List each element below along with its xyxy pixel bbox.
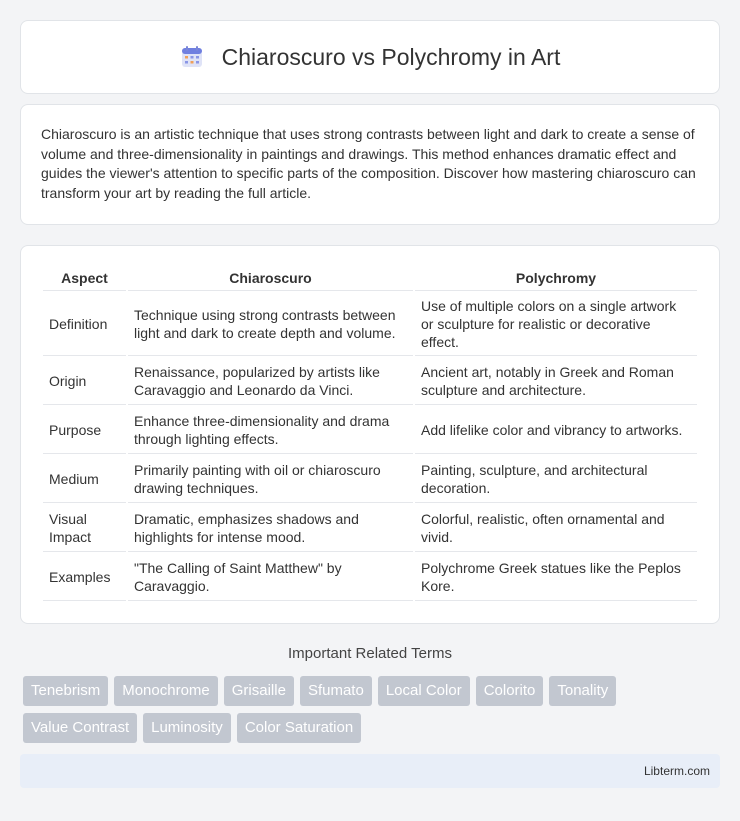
- row-aspect: Visual Impact: [43, 505, 126, 552]
- page-footer: [20, 754, 720, 788]
- row-polychromy: Ancient art, notably in Greek and Roman sculpture and architecture.: [415, 358, 697, 405]
- header-chiaroscuro: Chiaroscuro: [128, 266, 413, 291]
- related-term-tag[interactable]: Sfumato: [300, 676, 372, 706]
- page-header: [20, 20, 720, 94]
- table-header-row: [43, 266, 697, 291]
- row-chiaroscuro: Technique using strong contrasts between light and dark to create depth and volume.: [128, 293, 413, 356]
- row-chiaroscuro: "The Calling of Saint Matthew" by Caravaggio.: [128, 554, 413, 601]
- related-term-tag[interactable]: Monochrome: [114, 676, 218, 706]
- related-terms-title: Important Related Terms: [288, 645, 452, 662]
- related-term-tag[interactable]: Color Saturation: [237, 713, 361, 743]
- related-terms-list: [20, 676, 720, 743]
- row-aspect: Medium: [43, 456, 126, 503]
- related-term-tag[interactable]: Tenebrism: [23, 676, 108, 706]
- comparison-card: [20, 245, 720, 624]
- comparison-table: [41, 264, 699, 603]
- row-polychromy: Colorful, realistic, often ornamental and vivid.: [415, 505, 697, 552]
- row-chiaroscuro: Enhance three-dimensionality and drama through lighting effects.: [128, 407, 413, 454]
- row-aspect: Definition: [43, 293, 126, 356]
- table-row: [43, 456, 697, 503]
- table-row: [43, 293, 697, 356]
- row-chiaroscuro: Primarily painting with oil or chiaroscuro drawing techniques.: [128, 456, 413, 503]
- related-term-tag[interactable]: Local Color: [378, 676, 470, 706]
- related-term-tag[interactable]: Luminosity: [143, 713, 231, 743]
- row-aspect: Purpose: [43, 407, 126, 454]
- footer-brand-link[interactable]: Libterm.com: [643, 764, 710, 778]
- row-polychromy: Painting, sculpture, and architectural decoration.: [415, 456, 697, 503]
- row-polychromy: Add lifelike color and vibrancy to artworks.: [415, 407, 697, 454]
- header-aspect: Aspect: [43, 266, 126, 291]
- intro-text: Chiaroscuro is an artistic technique that uses strong contrasts between light and dark to create a sense of volume and three-dimensionality in paintings and drawings. This method enhances dramatic effect and guides the viewer's attention to specific parts of the composition. Discover how mastering chiaroscuro can transform your art by reading the full article.: [41, 126, 696, 201]
- row-chiaroscuro: Renaissance, popularized by artists like Caravaggio and Leonardo da Vinci.: [128, 358, 413, 405]
- table-row: [43, 358, 697, 405]
- related-term-tag[interactable]: Colorito: [476, 676, 544, 706]
- table-row: [43, 407, 697, 454]
- row-polychromy: Polychrome Greek statues like the Peplos Kore.: [415, 554, 697, 601]
- table-row: [43, 505, 697, 552]
- table-row: [43, 554, 697, 601]
- related-term-tag[interactable]: Value Contrast: [23, 713, 137, 743]
- related-term-tag[interactable]: Tonality: [549, 676, 616, 706]
- row-aspect: Examples: [43, 554, 126, 601]
- row-polychromy: Use of multiple colors on a single artwork or sculpture for realistic or decorative effect.: [415, 293, 697, 356]
- header-polychromy: Polychromy: [415, 266, 697, 291]
- page-title: Chiaroscuro vs Polychromy in Art: [221, 43, 561, 70]
- related-term-tag[interactable]: Grisaille: [224, 676, 294, 706]
- row-chiaroscuro: Dramatic, emphasizes shadows and highlights for intense mood.: [128, 505, 413, 552]
- calendar-grid-icon: [180, 45, 204, 69]
- row-aspect: Origin: [43, 358, 126, 405]
- intro-card: [20, 104, 720, 225]
